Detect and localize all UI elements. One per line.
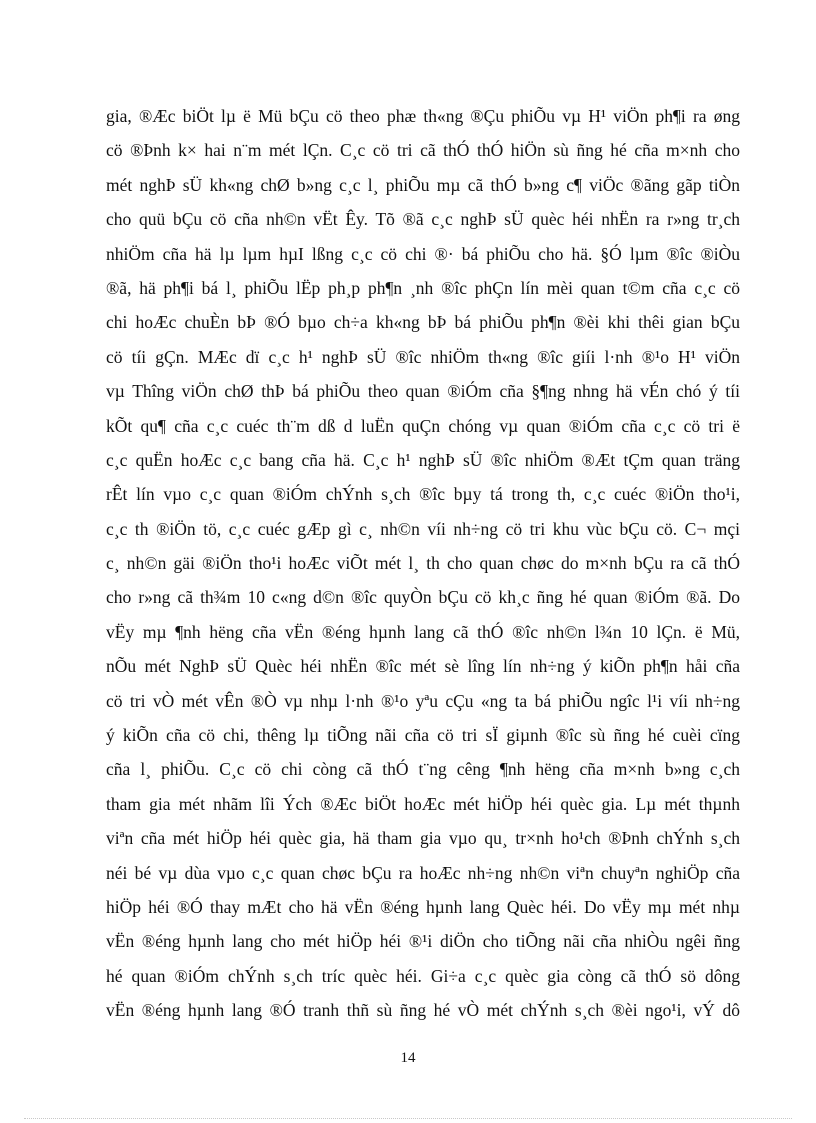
text-line: vµ Thîng viÖn chØ thÞ bá phiÕu theo quan ®iÓm cña §¶ng nhng hä vÉn chó ý tíi [106,381,740,402]
text-line: c¸ nh©n gäi ®iÖn tho¹i hoÆc viÕt mét l¸ th cho quan chøc do m×nh bÇu ra cã thÓ [106,553,740,574]
text-line: kÕt qu¶ cña c¸c cuéc th¨m dß d luËn quÇn chóng vµ quan ®iÓm cña c¸c cö tri ë [106,415,740,436]
text-line: vËn ®éng hµnh lang ®Ó tranh thñ sù ñng hé vÒ mét chÝnh s¸ch ®èi ngo¹i, vÝ dô [106,1000,740,1021]
text-line: ý kiÕn cña cö chi, thêng lµ tiÕng nãi cña cö tri sÏ giµnh ®îc sù ñng hé cuèi cïng [106,725,740,746]
text-line: cho quü bÇu cö cña nh©n vËt Êy. Tõ ®ã c¸c nghÞ sÜ quèc héi nhËn ra r»ng tr¸ch [106,209,740,230]
text-line: nÕu mét NghÞ sÜ Quèc héi nhËn ®îc mét sè lîng lín nh÷ng ý kiÕn ph¶n håi cña [106,656,740,677]
text-line: gia, ®Æc biÖt lµ ë Mü bÇu cö theo phæ th«ng ®Çu phiÕu vµ H¹ viÖn ph¶i ra øng [106,106,740,126]
text-line: cho r»ng cã th¾m 10 c«ng d©n ®îc quyÒn bÇu cö kh¸c ñng hé quan ®iÓm ®ã. Do [106,587,740,608]
text-line: cö tíi gÇn. MÆc dï c¸c h¹ nghÞ sÜ ®îc nhiÖm th«ng ®îc giíi l·nh ®¹o H¹ viÖn [106,346,740,367]
text-line: viªn cña mét hiÖp héi quèc gia, hä tham gia vµo qu¸ tr×nh ho¹ch ®Þnh chÝnh s¸ch [106,828,740,849]
text-line: néi bé vµ dùa vµo c¸c quan chøc bÇu ra hoÆc nh÷ng nh©n viªn chuyªn nghiÖp cña [106,862,740,883]
text-line: c¸c th ®iÖn tö, c¸c cuéc gÆp gì c¸ nh©n víi nh÷ng cö tri khu vùc bÇu cö. C¬ mçi [106,518,740,539]
footer-divider [24,1118,792,1119]
text-line: chi hoÆc chuÈn bÞ ®Ó bµo ch÷a kh«ng bÞ bá phiÕu ph¶n ®èi khi thêi gian bÇu [106,312,740,333]
text-line: c¸c quËn hoÆc c¸c bang cña hä. C¸c h¹ nghÞ sÜ ®îc nhiÖm ®Æt tÇm quan träng [106,449,740,470]
text-line: hé quan ®iÓm chÝnh s¸ch tríc quèc héi. Gi÷a c¸c quèc gia còng cã thÓ sö dông [106,965,740,986]
page-number: 14 [400,1050,416,1066]
text-line: hiÖp héi ®Ó thay mÆt cho hä vËn ®éng hµnh lang Quèc héi. Do vËy mµ mét nhµ [106,896,740,917]
text-line: cö ®Þnh k× hai n¨m mét lÇn. C¸c cö tri cã thÓ thÓ hiÖn sù ñng hé cña m×nh cho [106,140,740,161]
text-line: cña l¸ phiÕu. C¸c cö chi còng cã thÓ t¨ng cêng ¶nh hëng cña m×nh b»ng c¸ch [106,759,740,780]
text-line: nhiÖm cña hä lµ lµm hµI lßng c¸c cö chi ®· bá phiÕu cho hä. §Ó lµm ®îc ®iÒu [106,243,740,264]
text-line: tham gia mét nhãm lîi Ých ®Æc biÖt hoÆc mét hiÖp héi quèc gia. Lµ mét thµnh [106,793,740,814]
body-paragraph [106,99,740,1028]
text-line: rÊt lín vµo c¸c quan ®iÓm chÝnh s¸ch ®îc bµy tá trong th, c¸c cuéc ®iÖn tho¹i, [106,484,740,505]
text-line: cö tri vÒ mét vÊn ®Ò vµ nhµ l·nh ®¹o yªu cÇu «ng ta bá phiÕu ngîc l¹i víi nh÷ng [106,690,740,711]
text-line: vËn ®éng hµnh lang cho mét hiÖp héi ®¹i diÖn cho tiÕng nãi cña nhiÒu ngêi ñng [106,931,740,952]
text-line: ®ã, hä ph¶i bá l¸ phiÕu lËp ph¸p ph¶n ¸nh ®îc phÇn lín mèi quan t©m cña c¸c cö [106,277,740,298]
text-line: vËy mµ ¶nh hëng cña vËn ®éng hµnh lang cã thÓ ®îc nh©n l¾n 10 lÇn. ë Mü, [106,621,740,642]
text-line: mét nghÞ sÜ kh«ng chØ b»ng c¸c l¸ phiÕu mµ cã thÓ b»ng c¶ viÖc ®ãng gãp tiÒn [106,174,740,195]
